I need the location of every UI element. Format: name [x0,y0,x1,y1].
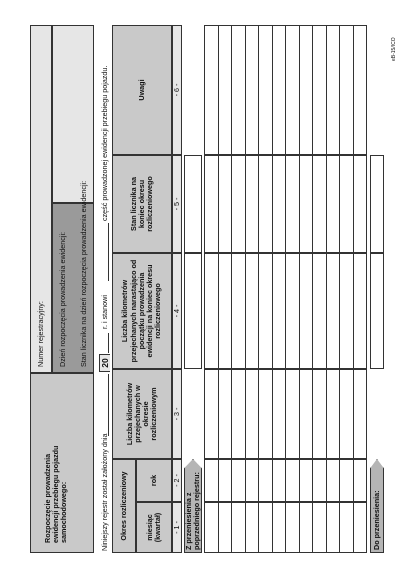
table-cell[interactable] [285,155,300,253]
period-header: Okres rozliczeniowy [118,471,128,541]
notes-header: Uwagi [136,79,146,101]
table-cell[interactable] [258,369,273,459]
carry-in-km-cum-cell[interactable] [184,253,202,369]
header-start-label: Rozpoczęcie prowadzenia ewidencji przebiegu pojazdu samochodowego: [43,445,69,543]
table-cell[interactable] [326,155,341,253]
register-year-blank[interactable] [108,333,109,353]
table-cell[interactable] [258,155,273,253]
table-cell[interactable] [339,459,354,502]
header-date-cell [52,25,94,203]
table-cell[interactable] [204,502,219,553]
table-cell[interactable] [231,459,246,502]
carry-out-label: Do przeniesienia: [372,490,381,550]
table-cell[interactable] [218,25,233,155]
table-cell[interactable] [326,25,341,155]
table-cell[interactable] [339,25,354,155]
table-cell[interactable] [299,155,314,253]
form-code: eB-15/ICO [391,37,397,61]
table-cell[interactable] [312,25,327,155]
table-cell[interactable] [326,502,341,553]
col-number-1: - 1 - [172,502,182,553]
table-cell[interactable] [299,502,314,553]
table-cell[interactable] [272,155,287,253]
col-number-6: - 6 - [172,25,182,155]
col-number-4: - 4 - [172,253,182,369]
table-cell[interactable] [353,369,368,459]
table-cell[interactable] [272,459,287,502]
table-cell[interactable] [326,253,341,369]
register-date-blank[interactable] [108,374,109,436]
table-cell[interactable] [204,459,219,502]
table-cell[interactable] [326,459,341,502]
table-cell[interactable] [231,253,246,369]
table-cell[interactable] [204,369,219,459]
table-cell[interactable] [218,459,233,502]
table-cell[interactable] [258,25,273,155]
register-part-label: część prowadzonej ewidencji przebiegu pojazdu. [100,65,109,221]
table-cell[interactable] [312,459,327,502]
table-cell[interactable] [258,459,273,502]
table-cell[interactable] [258,502,273,553]
register-intro: Niniejszy rejestr został założony dnia [100,433,109,551]
meter-end-header: Stan licznika na koniec okresu rozliczeniowego [128,176,155,232]
table-cell[interactable] [231,155,246,253]
table-cell[interactable] [258,253,273,369]
table-cell[interactable] [299,459,314,502]
table-cell[interactable] [285,369,300,459]
table-cell[interactable] [339,253,354,369]
table-cell[interactable] [353,459,368,502]
table-cell[interactable] [218,502,233,553]
table-cell[interactable] [272,502,287,553]
table-cell[interactable] [299,369,314,459]
table-cell[interactable] [218,369,233,459]
table-cell[interactable] [218,155,233,253]
table-cell[interactable] [299,253,314,369]
table-cell[interactable] [272,25,287,155]
month-header: miesiąc (kwartał) [144,512,162,543]
table-cell[interactable] [231,502,246,553]
km-header: Liczba kilometrów przejechanych w okresie rozliczeniowym [124,382,159,446]
table-cell[interactable] [339,369,354,459]
table-cell[interactable] [245,502,260,553]
table-cell[interactable] [312,155,327,253]
register-status-suffix: r. i stanowi [100,295,109,329]
table-cell[interactable] [204,155,219,253]
table-cell[interactable] [272,369,287,459]
table-cell[interactable] [353,253,368,369]
table-cell[interactable] [272,253,287,369]
carry-in-meter-cell[interactable] [184,155,202,253]
header-date-label: Dzień rozpoczęcia prowadzenia ewidencji: [58,231,67,367]
col-number-5: - 5 - [172,155,182,253]
table-cell[interactable] [245,253,260,369]
table-cell[interactable] [353,502,368,553]
table-cell[interactable] [312,502,327,553]
table-cell[interactable] [312,253,327,369]
table-cell[interactable] [299,25,314,155]
carry-out-meter-cell[interactable] [370,155,384,253]
table-cell[interactable] [245,369,260,459]
table-cell[interactable] [231,25,246,155]
table-cell[interactable] [285,253,300,369]
table-cell[interactable] [339,155,354,253]
table-cell[interactable] [339,502,354,553]
register-part-blank[interactable] [108,223,109,281]
table-cell[interactable] [326,369,341,459]
table-cell[interactable] [353,25,368,155]
col-number-3: - 3 - [172,369,182,459]
table-cell[interactable] [231,369,246,459]
register-year-prefix: 20 [99,358,110,368]
table-cell[interactable] [245,459,260,502]
table-cell[interactable] [204,253,219,369]
carry-out-km-cum-cell[interactable] [370,253,384,369]
table-cell[interactable] [285,25,300,155]
year-header: rok [148,474,158,487]
carry-in-label: Z przeniesienia z poprzedniego rejestru: [184,472,202,550]
header-reg-label: Numer rejestracyjny: [36,301,45,367]
table-cell[interactable] [218,253,233,369]
table-cell[interactable] [245,155,260,253]
table-cell[interactable] [245,25,260,155]
table-cell[interactable] [204,25,219,155]
table-cell[interactable] [353,155,368,253]
km-cum-header: Liczba kilometrów przejechanych narastająco od początku prowadzenia ewidencji na koniec okresu rozliczeniowego [120,259,163,363]
table-cell[interactable] [312,369,327,459]
header-meter-label: Stan licznika na dzień rozpoczęcia prowadzenia ewidencji: [79,180,88,367]
table-cell[interactable] [285,459,300,502]
table-cell[interactable] [285,502,300,553]
col-number-2: - 2 - [172,459,182,502]
